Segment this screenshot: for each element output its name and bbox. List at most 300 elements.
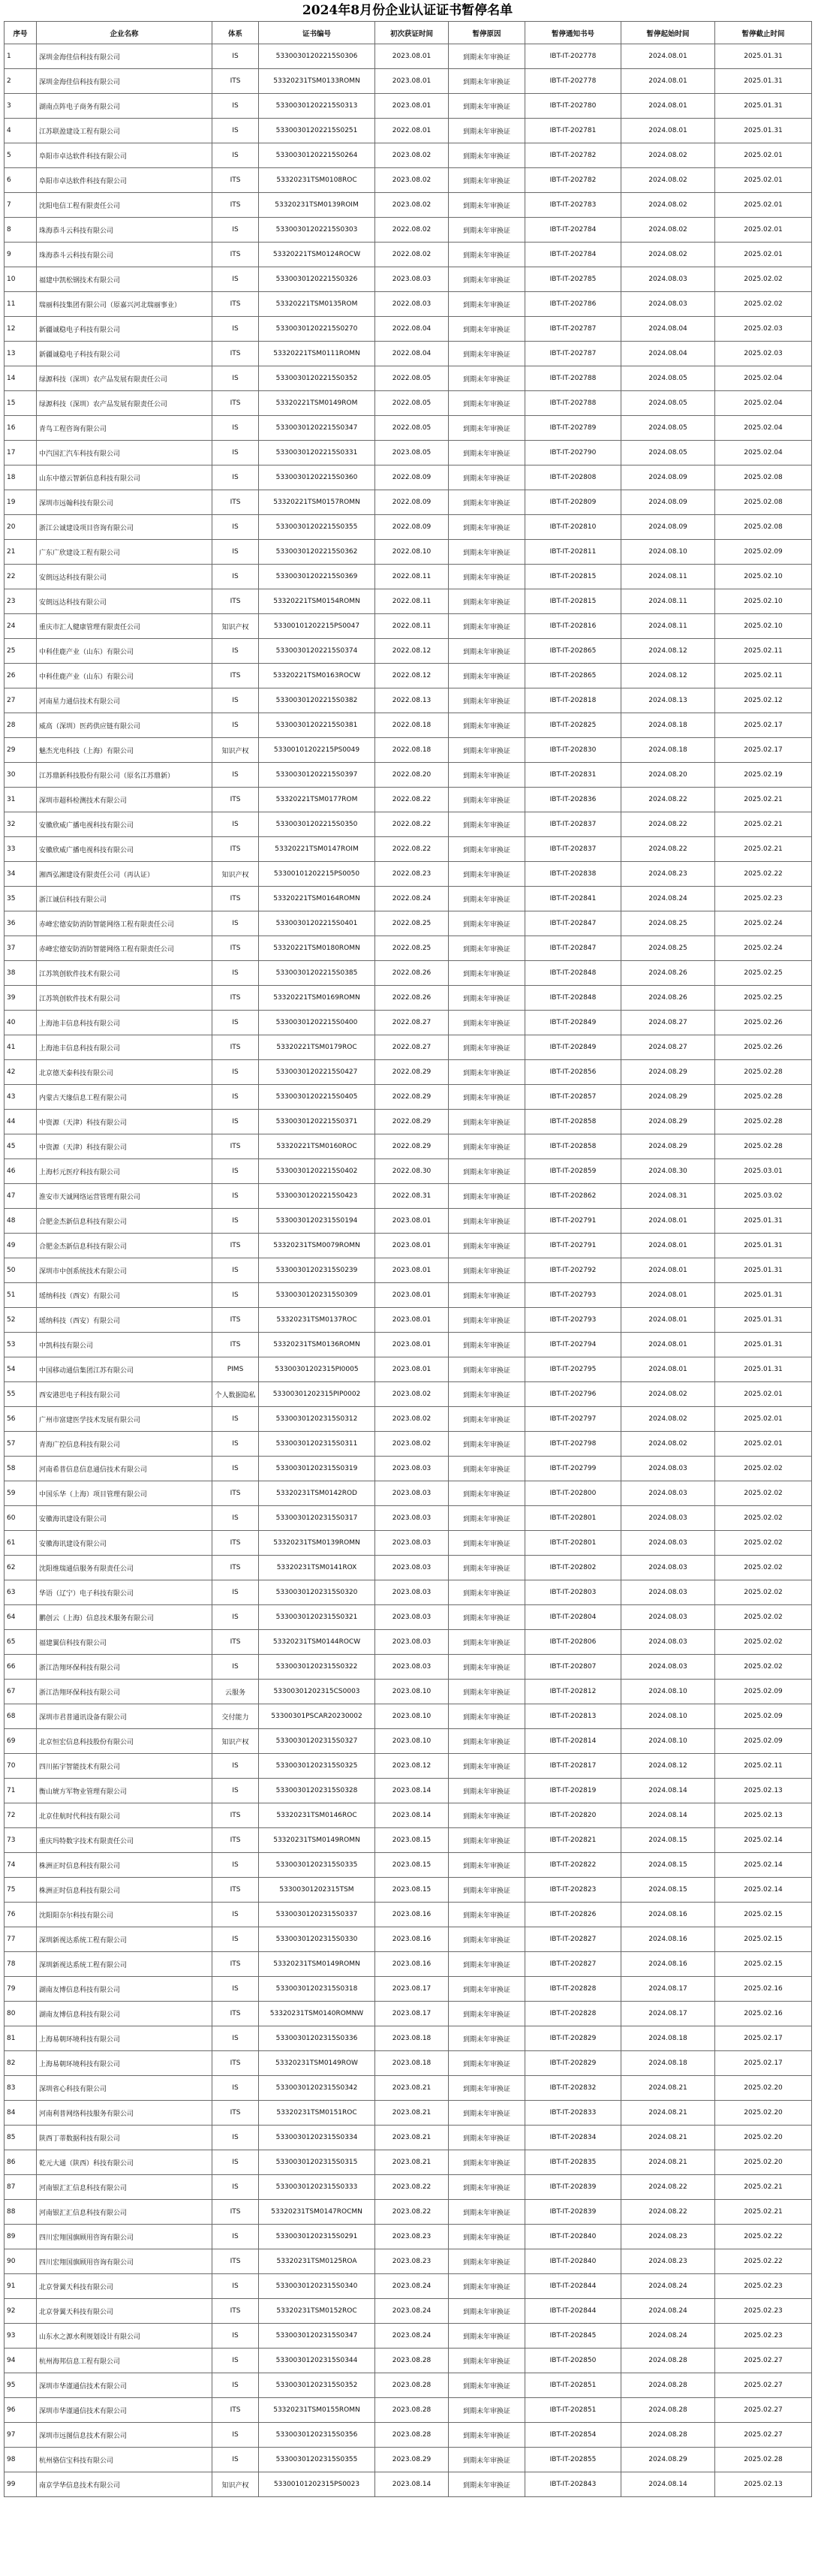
notice-number: IBT-IT-202825 [525, 713, 621, 738]
row-number: 14 [5, 366, 37, 391]
suspend-start: 2024.08.03 [621, 1531, 715, 1556]
notice-number: IBT-IT-202817 [525, 1754, 621, 1779]
company-name: 深圳省心科技有限公司 [37, 2076, 212, 2101]
cert-number: 53300301202215S0401 [259, 911, 375, 936]
notice-number: IBT-IT-202816 [525, 614, 621, 639]
cert-number: 53320231TSM0147ROCMN [259, 2200, 375, 2225]
suspend-start: 2024.08.29 [621, 1060, 715, 1085]
cert-number: 53320231TSM0137ROC [259, 1308, 375, 1333]
cert-number: 53300301202215S0331 [259, 441, 375, 465]
cert-number: 53300301202215S0251 [259, 119, 375, 143]
notice-number: IBT-IT-202848 [525, 986, 621, 1011]
system: ITS [212, 342, 259, 366]
cert-number: 53300301202315S0342 [259, 2076, 375, 2101]
notice-number: IBT-IT-202806 [525, 1630, 621, 1655]
cert-number: 53320231TSM0140ROMNW [259, 2002, 375, 2026]
row-number: 29 [5, 738, 37, 763]
suspend-start: 2024.08.29 [621, 2448, 715, 2472]
row-number: 28 [5, 713, 37, 738]
notice-number: IBT-IT-202801 [525, 1506, 621, 1531]
first-cert-date: 2022.08.23 [375, 862, 449, 887]
suspend-end: 2025.02.01 [715, 243, 812, 267]
company-name: 浙江浩翔环保科技有限公司 [37, 1655, 212, 1680]
cert-number: 53320221TSM0169ROMN [259, 986, 375, 1011]
row-number: 62 [5, 1556, 37, 1580]
suspend-end: 2025.02.21 [715, 788, 812, 812]
first-cert-date: 2023.08.01 [375, 1357, 449, 1382]
company-name: 中科佳鹿产业（山东）有限公司 [37, 664, 212, 688]
suspend-start: 2024.08.09 [621, 465, 715, 490]
table-row [5, 1952, 812, 1977]
suspend-end: 2025.01.31 [715, 1258, 812, 1283]
suspend-end: 2025.02.25 [715, 961, 812, 986]
first-cert-date: 2023.08.03 [375, 267, 449, 292]
suspend-start: 2024.08.27 [621, 1035, 715, 1060]
table-row [5, 2274, 812, 2299]
col-header-start: 暂停起始时间 [621, 22, 715, 44]
suspend-end: 2025.02.17 [715, 2026, 812, 2051]
company-name: 深圳新视达系统工程有限公司 [37, 1952, 212, 1977]
system: ITS [212, 2101, 259, 2126]
table-row [5, 763, 812, 788]
row-number: 87 [5, 2175, 37, 2200]
cert-number: 53300301202215S0371 [259, 1110, 375, 1134]
table-row [5, 1531, 812, 1556]
table-row [5, 1605, 812, 1630]
suspend-reason: 到期未年审换证 [449, 2274, 525, 2299]
company-name: 山东水之源水利规划设计有限公司 [37, 2324, 212, 2349]
system: ITS [212, 1878, 259, 1903]
suspend-reason: 到期未年审换证 [449, 1655, 525, 1680]
cert-number: 53300101202315PS0023 [259, 2472, 375, 2497]
company-name: 安徽欣威广播电视科技有限公司 [37, 837, 212, 862]
suspend-end: 2025.02.28 [715, 1060, 812, 1085]
notice-number: IBT-IT-202827 [525, 1952, 621, 1977]
first-cert-date: 2022.08.05 [375, 391, 449, 416]
suspend-reason: 到期未年审换证 [449, 837, 525, 862]
first-cert-date: 2023.08.18 [375, 2051, 449, 2076]
first-cert-date: 2023.08.05 [375, 441, 449, 465]
suspend-start: 2024.08.18 [621, 2026, 715, 2051]
suspend-reason: 到期未年审换证 [449, 1110, 525, 1134]
suspend-reason: 到期未年审换证 [449, 1952, 525, 1977]
system: IS [212, 267, 259, 292]
row-number: 79 [5, 1977, 37, 2002]
table-row [5, 540, 812, 565]
suspend-reason: 到期未年审换证 [449, 2398, 525, 2423]
suspend-reason: 到期未年审换证 [449, 1134, 525, 1159]
row-number: 20 [5, 515, 37, 540]
notice-number: IBT-IT-202778 [525, 69, 621, 94]
suspend-end: 2025.02.10 [715, 565, 812, 589]
table-row [5, 1481, 812, 1506]
company-name: 北京誉翼天科技有限公司 [37, 2274, 212, 2299]
first-cert-date: 2023.08.21 [375, 2101, 449, 2126]
system: IS [212, 416, 259, 441]
first-cert-date: 2023.08.16 [375, 1903, 449, 1927]
suspend-start: 2024.08.04 [621, 317, 715, 342]
suspend-end: 2025.02.13 [715, 1803, 812, 1828]
table-row [5, 267, 812, 292]
suspend-start: 2024.08.03 [621, 267, 715, 292]
notice-number: IBT-IT-202808 [525, 465, 621, 490]
first-cert-date: 2023.08.10 [375, 1680, 449, 1704]
suspend-reason: 到期未年审换证 [449, 887, 525, 911]
suspend-start: 2024.08.01 [621, 1333, 715, 1357]
suspend-reason: 到期未年审换证 [449, 911, 525, 936]
table-row [5, 2448, 812, 2472]
row-number: 86 [5, 2150, 37, 2175]
cert-number: 53320221TSM0177ROM [259, 788, 375, 812]
notice-number: IBT-IT-202810 [525, 515, 621, 540]
company-name: 沈阳维瑞通信服务有限责任公司 [37, 1556, 212, 1580]
cert-number: 53300301202315S0291 [259, 2225, 375, 2249]
row-number: 21 [5, 540, 37, 565]
suspend-end: 2025.02.03 [715, 342, 812, 366]
suspend-reason: 到期未年审换证 [449, 2126, 525, 2150]
first-cert-date: 2022.08.09 [375, 465, 449, 490]
cert-number: 53300301202315S0344 [259, 2349, 375, 2373]
col-header-no: 序号 [5, 22, 37, 44]
notice-number: IBT-IT-202840 [525, 2249, 621, 2274]
table-row [5, 2026, 812, 2051]
cert-number: 53320221TSM0180ROMN [259, 936, 375, 961]
row-number: 10 [5, 267, 37, 292]
table-row [5, 1159, 812, 1184]
row-number: 98 [5, 2448, 37, 2472]
suspend-start: 2024.08.02 [621, 193, 715, 218]
first-cert-date: 2022.08.11 [375, 589, 449, 614]
table-row [5, 1977, 812, 2002]
suspend-start: 2024.08.01 [621, 69, 715, 94]
cert-number: 53300301202215S0423 [259, 1184, 375, 1209]
notice-number: IBT-IT-202829 [525, 2026, 621, 2051]
suspend-start: 2024.08.16 [621, 1952, 715, 1977]
suspend-reason: 到期未年审换证 [449, 1878, 525, 1903]
suspend-end: 2025.02.20 [715, 2101, 812, 2126]
notice-number: IBT-IT-202813 [525, 1704, 621, 1729]
first-cert-date: 2023.08.01 [375, 1209, 449, 1234]
suspend-end: 2025.02.28 [715, 2448, 812, 2472]
suspend-reason: 到期未年审换证 [449, 1779, 525, 1803]
suspend-start: 2024.08.23 [621, 2225, 715, 2249]
suspend-reason: 到期未年审换证 [449, 1209, 525, 1234]
row-number: 33 [5, 837, 37, 862]
cert-number: 53300301202315S0340 [259, 2274, 375, 2299]
cert-number: 53300301202315S0309 [259, 1283, 375, 1308]
suspend-start: 2024.08.15 [621, 1828, 715, 1853]
cert-number: 53320231TSM0144ROCW [259, 1630, 375, 1655]
first-cert-date: 2022.08.20 [375, 763, 449, 788]
table-row [5, 143, 812, 168]
notice-number: IBT-IT-202839 [525, 2175, 621, 2200]
system: IS [212, 1605, 259, 1630]
company-name: 福建中凯松钢技术有限公司 [37, 267, 212, 292]
suspend-reason: 到期未年审换证 [449, 1630, 525, 1655]
company-name: 沈阳阳奈尔科技有限公司 [37, 1903, 212, 1927]
system: IS [212, 2274, 259, 2299]
system: IS [212, 2076, 259, 2101]
suspend-reason: 到期未年审换证 [449, 193, 525, 218]
first-cert-date: 2023.08.03 [375, 1655, 449, 1680]
notice-number: IBT-IT-202822 [525, 1853, 621, 1878]
system: IS [212, 2448, 259, 2472]
system: IS [212, 1110, 259, 1134]
notice-number: IBT-IT-202837 [525, 812, 621, 837]
cert-number: 53320231TSM0139ROIM [259, 193, 375, 218]
system: IS [212, 540, 259, 565]
suspend-reason: 到期未年审换证 [449, 1580, 525, 1605]
company-name: 阜阳市卓达软件科技有限公司 [37, 143, 212, 168]
system: ITS [212, 2299, 259, 2324]
row-number: 5 [5, 143, 37, 168]
first-cert-date: 2023.08.01 [375, 1234, 449, 1258]
table-row [5, 1580, 812, 1605]
table-row [5, 1506, 812, 1531]
suspend-start: 2024.08.22 [621, 2200, 715, 2225]
table-row [5, 2225, 812, 2249]
system: IS [212, 1655, 259, 1680]
suspend-end: 2025.02.28 [715, 1134, 812, 1159]
company-name: 河南星力通信技术有限公司 [37, 688, 212, 713]
table-row [5, 862, 812, 887]
suspend-reason: 到期未年审换证 [449, 1159, 525, 1184]
first-cert-date: 2023.08.28 [375, 2373, 449, 2398]
first-cert-date: 2023.08.23 [375, 2249, 449, 2274]
row-number: 23 [5, 589, 37, 614]
suspend-end: 2025.02.12 [715, 688, 812, 713]
suspend-start: 2024.08.01 [621, 1258, 715, 1283]
system: 个人数据隐私 [212, 1382, 259, 1407]
system: ITS [212, 2249, 259, 2274]
row-number: 97 [5, 2423, 37, 2448]
table-row [5, 391, 812, 416]
suspend-reason: 到期未年审换证 [449, 1803, 525, 1828]
first-cert-date: 2022.08.18 [375, 713, 449, 738]
first-cert-date: 2022.08.31 [375, 1184, 449, 1209]
suspend-reason: 到期未年审换证 [449, 2225, 525, 2249]
company-name: 瑞丽科技集团有限公司（原嘉兴河北瑞丽事业） [37, 292, 212, 317]
suspend-start: 2024.08.02 [621, 1407, 715, 1432]
company-name: 鹏创云（上海）信息技术服务有限公司 [37, 1605, 212, 1630]
suspend-end: 2025.02.14 [715, 1853, 812, 1878]
suspend-end: 2025.02.09 [715, 540, 812, 565]
suspend-reason: 到期未年审换证 [449, 1085, 525, 1110]
suspend-start: 2024.08.10 [621, 1680, 715, 1704]
notice-number: IBT-IT-202819 [525, 1779, 621, 1803]
cert-number: 53320221TSM0164ROMN [259, 887, 375, 911]
notice-number: IBT-IT-202865 [525, 664, 621, 688]
system: ITS [212, 936, 259, 961]
suspend-start: 2024.08.21 [621, 2101, 715, 2126]
notice-number: IBT-IT-202833 [525, 2101, 621, 2126]
cert-number: 53300301202315S0317 [259, 1506, 375, 1531]
table-row [5, 69, 812, 94]
cert-number: 53300301202315S0319 [259, 1457, 375, 1481]
suspend-reason: 到期未年审换证 [449, 862, 525, 887]
company-name: 安徽海讯建设有限公司 [37, 1531, 212, 1556]
suspend-end: 2025.02.27 [715, 2349, 812, 2373]
row-number: 48 [5, 1209, 37, 1234]
first-cert-date: 2022.08.05 [375, 366, 449, 391]
suspend-reason: 到期未年审换证 [449, 2423, 525, 2448]
table-row [5, 2398, 812, 2423]
table-row [5, 1828, 812, 1853]
row-number: 49 [5, 1234, 37, 1258]
first-cert-date: 2022.08.22 [375, 788, 449, 812]
company-name: 杭州骆信宝科技有限公司 [37, 2448, 212, 2472]
company-name: 乾元大通（陕西）科技有限公司 [37, 2150, 212, 2175]
cert-number: 53300301202315S0312 [259, 1407, 375, 1432]
suspend-start: 2024.08.01 [621, 1234, 715, 1258]
row-number: 67 [5, 1680, 37, 1704]
suspend-start: 2024.08.10 [621, 1704, 715, 1729]
table-row [5, 1779, 812, 1803]
cert-number: 53320221TSM0124ROCW [259, 243, 375, 267]
suspend-end: 2025.02.13 [715, 1779, 812, 1803]
suspend-start: 2024.08.20 [621, 763, 715, 788]
suspend-end: 2025.02.03 [715, 317, 812, 342]
suspend-start: 2024.08.11 [621, 614, 715, 639]
notice-number: IBT-IT-202844 [525, 2274, 621, 2299]
table-row [5, 1035, 812, 1060]
system: IS [212, 1977, 259, 2002]
suspend-end: 2025.02.01 [715, 193, 812, 218]
cert-number: 53320231TSM0142ROD [259, 1481, 375, 1506]
suspend-start: 2024.08.12 [621, 639, 715, 664]
company-name: 新疆诚稳电子科技有限公司 [37, 342, 212, 366]
suspend-end: 2025.02.27 [715, 2423, 812, 2448]
first-cert-date: 2022.08.25 [375, 911, 449, 936]
row-number: 60 [5, 1506, 37, 1531]
system: 知识产权 [212, 862, 259, 887]
table-row [5, 936, 812, 961]
notice-number: IBT-IT-202854 [525, 2423, 621, 2448]
system: ITS [212, 1308, 259, 1333]
system: IS [212, 465, 259, 490]
company-name: 北京誉翼天科技有限公司 [37, 2299, 212, 2324]
suspend-end: 2025.02.08 [715, 465, 812, 490]
notice-number: IBT-IT-202791 [525, 1234, 621, 1258]
row-number: 11 [5, 292, 37, 317]
table-row [5, 1754, 812, 1779]
row-number: 19 [5, 490, 37, 515]
first-cert-date: 2023.08.03 [375, 1506, 449, 1531]
notice-number: IBT-IT-202841 [525, 887, 621, 911]
first-cert-date: 2023.08.01 [375, 94, 449, 119]
system: IS [212, 1927, 259, 1952]
suspend-start: 2024.08.18 [621, 2051, 715, 2076]
table-row [5, 2150, 812, 2175]
system: ITS [212, 589, 259, 614]
table-row [5, 317, 812, 342]
company-name: 河南利普网络科技服务有限公司 [37, 2101, 212, 2126]
suspend-reason: 到期未年审换证 [449, 1704, 525, 1729]
suspend-end: 2025.02.02 [715, 1655, 812, 1680]
suspend-end: 2025.02.15 [715, 1927, 812, 1952]
suspend-end: 2025.02.19 [715, 763, 812, 788]
suspend-reason: 到期未年审换证 [449, 143, 525, 168]
company-name: 深圳市华谨通信技术有限公司 [37, 2398, 212, 2423]
suspend-end: 2025.02.23 [715, 2274, 812, 2299]
system: ITS [212, 1333, 259, 1357]
cert-number: 53300301202315S0321 [259, 1605, 375, 1630]
suspend-start: 2024.08.10 [621, 540, 715, 565]
row-number: 37 [5, 936, 37, 961]
table-row [5, 1234, 812, 1258]
notice-number: IBT-IT-202843 [525, 2472, 621, 2497]
cert-number: 53300301202215S0400 [259, 1011, 375, 1035]
col-header-cert-no: 证书编号 [259, 22, 375, 44]
system: IS [212, 1209, 259, 1234]
notice-number: IBT-IT-202851 [525, 2373, 621, 2398]
suspend-reason: 到期未年审换证 [449, 465, 525, 490]
table-row [5, 119, 812, 143]
system: IS [212, 1457, 259, 1481]
notice-number: IBT-IT-202787 [525, 342, 621, 366]
notice-number: IBT-IT-202791 [525, 1209, 621, 1234]
first-cert-date: 2023.08.15 [375, 1853, 449, 1878]
system: IS [212, 911, 259, 936]
company-name: 浙江浩翔环保科技有限公司 [37, 1680, 212, 1704]
notice-number: IBT-IT-202800 [525, 1481, 621, 1506]
first-cert-date: 2022.08.26 [375, 986, 449, 1011]
notice-number: IBT-IT-202844 [525, 2299, 621, 2324]
suspend-start: 2024.08.23 [621, 2249, 715, 2274]
table-row [5, 1655, 812, 1680]
cert-number: 53320231TSM0146ROC [259, 1803, 375, 1828]
suspend-reason: 到期未年审换证 [449, 639, 525, 664]
cert-number: 53300301202315S0347 [259, 2324, 375, 2349]
suspend-reason: 到期未年审换证 [449, 267, 525, 292]
cert-number: 53320231TSM0152ROC [259, 2299, 375, 2324]
row-number: 44 [5, 1110, 37, 1134]
first-cert-date: 2022.08.04 [375, 342, 449, 366]
table-row [5, 589, 812, 614]
suspend-reason: 到期未年审换证 [449, 1605, 525, 1630]
cert-number: 53320231TSM0139ROMN [259, 1531, 375, 1556]
system: ITS [212, 664, 259, 688]
first-cert-date: 2023.08.02 [375, 1382, 449, 1407]
first-cert-date: 2023.08.03 [375, 1556, 449, 1580]
row-number: 16 [5, 416, 37, 441]
first-cert-date: 2022.08.29 [375, 1134, 449, 1159]
suspend-reason: 到期未年审换证 [449, 788, 525, 812]
suspend-end: 2025.02.08 [715, 490, 812, 515]
suspend-end: 2025.02.17 [715, 2051, 812, 2076]
system: ITS [212, 1952, 259, 1977]
system: IS [212, 218, 259, 243]
suspend-start: 2024.08.05 [621, 416, 715, 441]
suspend-start: 2024.08.17 [621, 2002, 715, 2026]
cert-number: 53300301202215S0362 [259, 540, 375, 565]
cert-number: 53320221TSM0149ROM [259, 391, 375, 416]
system: IS [212, 1085, 259, 1110]
suspend-end: 2025.01.31 [715, 69, 812, 94]
suspend-reason: 到期未年审换证 [449, 713, 525, 738]
cert-number: 53320221TSM0179ROC [259, 1035, 375, 1060]
cert-number: 53320231TSM0155ROMN [259, 2398, 375, 2423]
row-number: 64 [5, 1605, 37, 1630]
suspend-reason: 到期未年审换证 [449, 986, 525, 1011]
table-row [5, 94, 812, 119]
system: ITS [212, 1481, 259, 1506]
row-number: 7 [5, 193, 37, 218]
company-name: 合肥金杰新信息科技有限公司 [37, 1234, 212, 1258]
company-name: 青鸟工程咨询有限公司 [37, 416, 212, 441]
suspend-reason: 到期未年审换证 [449, 1357, 525, 1382]
row-number: 81 [5, 2026, 37, 2051]
